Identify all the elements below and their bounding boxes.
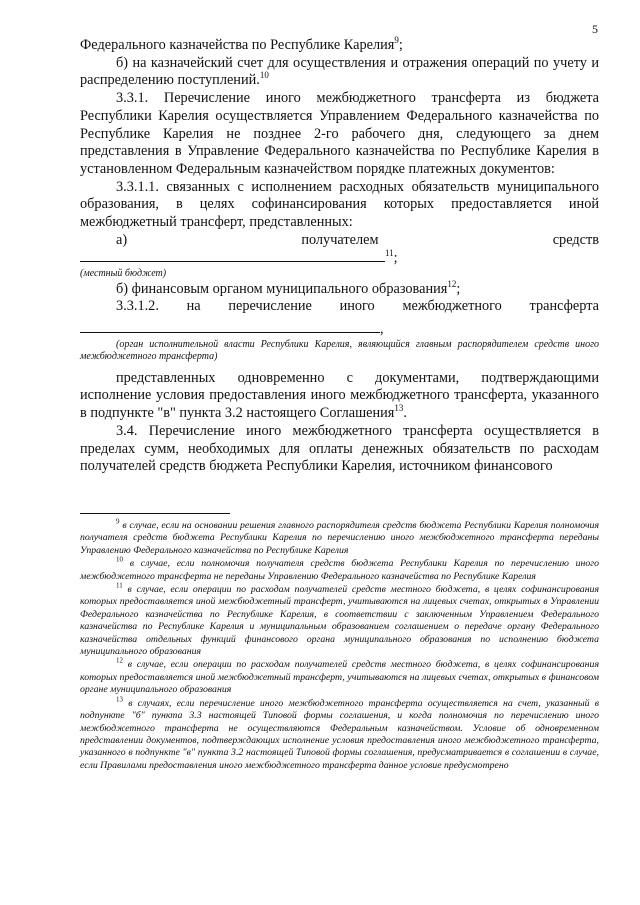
footnote-text: в случаях, если перечисление иного межбюджетного трансферта осуществляется на счет, указанный в подпункте "б" пункта 3.3 настоящей Типовой формы соглашения, и когда полномочия по перечислению иного межбюджетного трансферта не осуществляются Федеральным казначейством. Условие об одновременном представлении документов, подтверждающих исполнение условия предоставления иного межбюджетного трансферта, указанного в подпункте "в" пункта 3.2 настоящей Типовой формы соглашения, предусматривается в соглашении в случае, если Правилами предоставления иного межбюджетного трансферта данное условие предусмотрено bbox=[80, 697, 599, 771]
footnote-ref: 13 bbox=[394, 403, 404, 414]
footnote bbox=[80, 695, 599, 772]
paragraph-3-3-1-2-blank-line bbox=[80, 320, 599, 339]
paragraph-a-word: средств bbox=[552, 231, 599, 248]
footnote-ref: 11 bbox=[385, 248, 394, 259]
paragraph-3-3-1: 3.3.1. Перечисление иного межбюджетного трансферта из бюджета Республики Карелия осуществляется Управлением Федерального казначейства по Республике Карелия не позднее 2-го рабочего дня, следующего за днем представления в Управление Федерального казначейства по Республике Карелия в установленном Федеральным казначейством порядке платежных документов: bbox=[80, 90, 599, 177]
footnote-text: в случае, если на основании решения главного распорядителя средств бюджета Республики Карелия полномочия получателя средств бюджета Республики Карелия по перечислению иного межбюджетного трансферта переданы Управлению Федерального казначейства по Республике Карелия bbox=[80, 520, 600, 556]
footnote bbox=[80, 581, 600, 658]
paragraph-word: иного bbox=[339, 298, 375, 315]
page-number: 5 bbox=[592, 22, 598, 36]
paragraph-word: на bbox=[186, 298, 201, 315]
paragraph-a-row bbox=[80, 232, 599, 250]
paragraph-3-3-1-2-row bbox=[80, 298, 599, 316]
paragraph-word: перечисление bbox=[228, 298, 312, 315]
fill-in-blank bbox=[80, 320, 380, 333]
paragraph-3-4: 3.4. Перечисление иного межбюджетного трансферта осуществляется в пределах сумм, необходимых для оплаты денежных обязательств по расходам получателей средств бюджета Республики Карелия, источником финансового bbox=[80, 422, 599, 475]
paragraph-presented bbox=[80, 370, 599, 423]
punctuation: ; bbox=[456, 280, 461, 297]
footnote-text: в случае, если полномочия получателя средств бюджета Республики Карелия по перечислению иного межбюджетного трансферта не переданы Управлению Федерального казначейства по Республике Карелия bbox=[80, 558, 599, 582]
paragraph-3-3-1-1: 3.3.1.1. связанных с исполнением расходных обязательств муниципального образования, в целях софинансирования которых предоставляется иной межбюджетный трансферт, представленных: bbox=[80, 178, 599, 231]
footnote-text: в случае, если операции по расходам получателей средств местного бюджета, в целях софинансирования которых предоставляется иной межбюджетный трансферт, учитываются на лицевых счетах, открытых в финансовом органе муниципального образования bbox=[80, 659, 599, 696]
fill-in-blank bbox=[80, 249, 385, 262]
paragraph-text: б) финансовым органом муниципального образования bbox=[116, 280, 448, 297]
footnote bbox=[80, 555, 599, 583]
caption-local-budget: (местный бюджет) bbox=[80, 268, 167, 280]
footnote-number: 13 bbox=[116, 695, 123, 704]
footnote-number: 12 bbox=[116, 657, 123, 666]
paragraph-a-label: а) bbox=[116, 231, 128, 248]
footnote-separator bbox=[80, 513, 230, 514]
footnotes bbox=[80, 517, 600, 773]
paragraph-a-blank-line bbox=[80, 249, 599, 268]
paragraph-word: трансферта bbox=[529, 298, 599, 315]
paragraph-word: межбюджетного bbox=[402, 298, 502, 315]
paragraph-b-treasury-account bbox=[80, 55, 599, 90]
footnote-number: 9 bbox=[116, 517, 120, 526]
footnote bbox=[80, 517, 600, 557]
footnote-ref: 10 bbox=[259, 70, 269, 81]
paragraph-a-word: получателем bbox=[301, 231, 379, 248]
paragraph-text: б) на казначейский счет для осуществления и отражения операций по учету и распределению поступлений. bbox=[80, 54, 599, 89]
footnote-ref: 9 bbox=[394, 35, 399, 46]
footnote-number: 10 bbox=[116, 555, 123, 564]
paragraph-text: Федерального казначейства по Республике Карелия bbox=[80, 37, 395, 53]
main-text bbox=[80, 37, 599, 476]
paragraph-text: представленных одновременно с документами, подтверждающими исполнение условия предоставления иного межбюджетного трансферта, указанного в подпункте "в" пункта 3.2 настоящего Соглашения bbox=[80, 369, 599, 422]
footnote-ref: 12 bbox=[447, 278, 457, 289]
caption-executive-organ: (орган исполнительной власти Республики Карелия, являющийся главным распорядителем средств иного межбюджетного трансферта) bbox=[80, 338, 599, 363]
paragraph-b-financial-organ bbox=[80, 278, 599, 299]
footnote bbox=[80, 659, 599, 696]
paragraph-word: 3.3.1.2. bbox=[116, 298, 159, 315]
punctuation: , bbox=[380, 321, 384, 338]
punctuation: ; bbox=[393, 250, 398, 267]
punctuation: ; bbox=[398, 37, 403, 53]
footnote-number: 11 bbox=[116, 581, 123, 590]
punctuation: . bbox=[403, 405, 407, 422]
footnote-text: в случае, если операции по расходам получателей средств местного бюджета, в целях софинансирования которых предоставляется иной межбюджетный трансферт, учитываются на лицевых счетах, открытых в Управлении Федерального казначейства по Республике Карелия, в соответствии с заключенным Управлением Федерального казначейства по Республике Карелия и муниципальным образованием соглашением о передаче органу Федерального казначейства отдельных функций финансового органа муниципального образования по исполнению бюджета муниципального образования bbox=[80, 584, 600, 658]
paragraph-continuation bbox=[80, 37, 599, 55]
